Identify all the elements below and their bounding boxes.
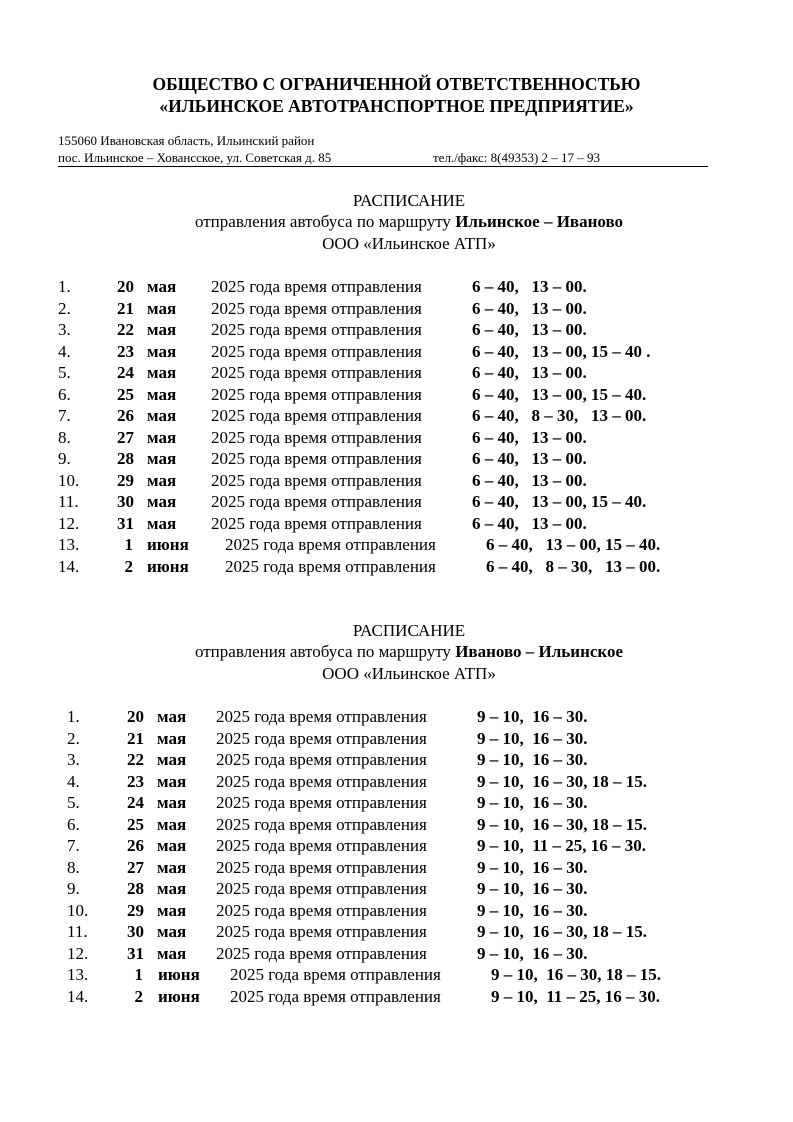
table-row: [0, 964, 793, 985]
table-row: [0, 556, 793, 577]
row-times: 9 – 10, 11 – 25, 16 – 30.: [477, 836, 647, 855]
table-row: [0, 728, 793, 749]
row-month: мая: [157, 728, 187, 748]
header-divider: [58, 166, 708, 167]
row-number: 9.: [58, 449, 71, 468]
schedule-1-route-prefix: отправления автобуса по маршруту: [194, 212, 456, 231]
row-month: мая: [157, 900, 187, 920]
table-row: [0, 298, 793, 319]
row-number: 13.: [67, 965, 89, 984]
row-times: 6 – 40, 13 – 00.: [472, 298, 587, 318]
table-row: [0, 771, 793, 792]
row-times: 6 – 40, 13 – 00.: [472, 363, 587, 382]
row-number: 10.: [58, 470, 80, 490]
row-text: 2025 года время отправления: [230, 986, 441, 1006]
row-day: 1: [124, 535, 133, 554]
row-number: 7.: [58, 406, 71, 425]
phone-fax: тел./факс: 8(49353) 2 – 17 – 93: [433, 150, 601, 165]
row-day: 29: [127, 900, 144, 920]
row-day: 27: [127, 857, 144, 877]
table-row: [0, 878, 793, 899]
row-day: 22: [117, 320, 134, 339]
row-number: 5.: [58, 363, 71, 382]
org-name-line-2: «ИЛЬИНСКОЕ АВТОТРАНСПОРТНОЕ ПРЕДПРИЯТИЕ»: [159, 96, 634, 116]
row-text: 2025 года время отправления: [225, 535, 436, 554]
row-day: 26: [117, 406, 134, 425]
row-month: мая: [147, 277, 177, 296]
schedule-1-route: [0, 211, 793, 233]
row-number: 14.: [67, 986, 89, 1006]
row-number: 7.: [67, 836, 80, 855]
row-month: мая: [147, 513, 177, 533]
row-month: июня: [147, 556, 189, 576]
row-times: 9 – 10, 11 – 25, 16 – 30.: [491, 986, 661, 1006]
row-text: 2025 года время отправления: [216, 707, 427, 726]
row-number: 9.: [67, 879, 80, 898]
table-row: [0, 491, 793, 512]
table-row: [0, 792, 793, 813]
row-day: 31: [127, 943, 144, 963]
org-name-line-1: ОБЩЕСТВО С ОГРАНИЧЕННОЙ ОТВЕТСТВЕННОСТЬЮ: [152, 74, 641, 94]
row-text: 2025 года время отправления: [211, 427, 422, 447]
row-month: мая: [147, 384, 177, 404]
row-times: 6 – 40, 13 – 00.: [472, 427, 587, 447]
row-text: 2025 года время отправления: [216, 879, 427, 898]
table-row: [0, 857, 793, 878]
row-number: 13.: [58, 535, 80, 554]
table-row: [0, 814, 793, 835]
table-row: [0, 427, 793, 448]
row-number: 11.: [67, 922, 88, 941]
row-times: 6 – 40, 13 – 00.: [472, 320, 587, 339]
row-times: 6 – 40, 13 – 00, 15 – 40.: [472, 384, 647, 404]
row-times: 6 – 40, 13 – 00.: [472, 470, 587, 490]
address-line-2: пос. Ильинское – Ховансское, ул. Советская д. 85: [58, 150, 332, 165]
table-row: [0, 470, 793, 491]
row-times: 9 – 10, 16 – 30.: [477, 793, 588, 812]
row-month: мая: [147, 427, 177, 447]
row-number: 5.: [67, 793, 80, 812]
row-month: мая: [147, 363, 177, 382]
row-day: 21: [127, 728, 144, 748]
table-row: [0, 513, 793, 534]
row-day: 28: [127, 879, 144, 898]
table-row: [0, 341, 793, 362]
row-day: 22: [127, 750, 144, 769]
table-row: [0, 835, 793, 856]
row-day: 24: [117, 363, 134, 382]
row-day: 20: [127, 707, 144, 726]
row-text: 2025 года время отправления: [211, 320, 422, 339]
address-line-1: 155060 Ивановская область, Ильинский район: [58, 133, 315, 148]
row-number: 3.: [58, 320, 71, 339]
row-text: 2025 года время отправления: [211, 341, 422, 361]
row-month: июня: [147, 535, 189, 554]
row-text: 2025 года время отправления: [211, 363, 422, 382]
row-times: 6 – 40, 13 – 00.: [472, 513, 587, 533]
row-number: 11.: [58, 492, 79, 511]
row-text: 2025 года время отправления: [211, 277, 422, 296]
row-times: 9 – 10, 16 – 30.: [477, 879, 588, 898]
row-month: июня: [158, 965, 200, 984]
row-times: 9 – 10, 16 – 30.: [477, 900, 588, 920]
row-text: 2025 года время отправления: [216, 814, 427, 834]
table-row: [0, 362, 793, 383]
row-number: 10.: [67, 900, 89, 920]
row-day: 24: [127, 793, 144, 812]
row-text: 2025 года время отправления: [211, 298, 422, 318]
row-month: мая: [157, 857, 187, 877]
row-month: июня: [158, 986, 200, 1006]
schedule-2-company: ООО «Ильинское АТП»: [322, 664, 496, 683]
row-month: мая: [147, 406, 177, 425]
row-day: 29: [117, 470, 134, 490]
row-text: 2025 года время отправления: [216, 922, 427, 941]
row-number: 8.: [67, 857, 80, 877]
row-number: 6.: [58, 384, 71, 404]
row-day: 20: [117, 277, 134, 296]
row-day: 25: [127, 814, 144, 834]
schedule-1-company: ООО «Ильинское АТП»: [322, 234, 496, 253]
table-row: [0, 276, 793, 297]
row-times: 9 – 10, 16 – 30.: [477, 728, 588, 748]
row-month: мая: [157, 943, 187, 963]
row-day: 31: [117, 513, 134, 533]
row-number: 4.: [67, 771, 80, 791]
row-number: 4.: [58, 341, 71, 361]
table-row: [0, 749, 793, 770]
row-month: мая: [147, 470, 177, 490]
row-number: 1.: [58, 277, 71, 296]
row-text: 2025 года время отправления: [211, 513, 422, 533]
row-number: 3.: [67, 750, 80, 769]
row-text: 2025 года время отправления: [216, 793, 427, 812]
schedule-2-title: РАСПИСАНИЕ: [352, 621, 466, 640]
row-text: 2025 года время отправления: [216, 728, 427, 748]
row-day: 26: [127, 836, 144, 855]
row-times: 6 – 40, 13 – 00.: [472, 277, 587, 296]
row-number: 8.: [58, 427, 71, 447]
row-day: 2: [124, 556, 133, 576]
row-times: 6 – 40, 13 – 00, 15 – 40.: [486, 535, 661, 554]
row-times: 6 – 40, 8 – 30, 13 – 00.: [486, 556, 661, 576]
row-number: 1.: [67, 707, 80, 726]
row-day: 30: [117, 492, 134, 511]
row-text: 2025 года время отправления: [211, 492, 422, 511]
row-times: 9 – 10, 16 – 30, 18 – 15.: [477, 814, 647, 834]
row-text: 2025 года время отправления: [211, 384, 422, 404]
row-month: мая: [157, 814, 187, 834]
schedule-2-route-prefix: отправления автобуса по маршруту: [194, 642, 456, 661]
schedule-2-route: [0, 641, 793, 663]
row-day: 2: [134, 986, 143, 1006]
row-number: 14.: [58, 556, 80, 576]
row-text: 2025 года время отправления: [216, 900, 427, 920]
row-number: 12.: [58, 513, 80, 533]
row-day: 1: [134, 965, 143, 984]
row-number: 12.: [67, 943, 89, 963]
row-month: мая: [157, 922, 187, 941]
row-times: 9 – 10, 16 – 30.: [477, 943, 588, 963]
row-day: 21: [117, 298, 134, 318]
row-number: 2.: [67, 728, 80, 748]
row-text: 2025 года время отправления: [216, 771, 427, 791]
table-row: [0, 921, 793, 942]
row-times: 6 – 40, 13 – 00.: [472, 449, 587, 468]
row-times: 6 – 40, 13 – 00, 15 – 40 .: [472, 341, 651, 361]
row-month: мая: [157, 750, 187, 769]
row-text: 2025 года время отправления: [211, 470, 422, 490]
row-number: 2.: [58, 298, 71, 318]
row-number: 6.: [67, 814, 80, 834]
row-text: 2025 года время отправления: [225, 556, 436, 576]
row-text: 2025 года время отправления: [230, 965, 441, 984]
row-text: 2025 года время отправления: [216, 943, 427, 963]
table-row: [0, 448, 793, 469]
row-month: мая: [157, 879, 187, 898]
row-day: 25: [117, 384, 134, 404]
row-month: мая: [147, 449, 177, 468]
row-day: 27: [117, 427, 134, 447]
table-row: [0, 986, 793, 1007]
row-month: мая: [157, 836, 187, 855]
row-times: 9 – 10, 16 – 30.: [477, 857, 588, 877]
schedule-2-route-name: Иваново – Ильинское: [455, 642, 624, 661]
row-month: мая: [147, 298, 177, 318]
table-row: [0, 534, 793, 555]
schedule-1-title: РАСПИСАНИЕ: [352, 191, 466, 210]
row-day: 23: [117, 341, 134, 361]
row-month: мая: [157, 771, 187, 791]
table-row: [0, 943, 793, 964]
row-times: 9 – 10, 16 – 30, 18 – 15.: [491, 965, 661, 984]
row-times: 9 – 10, 16 – 30, 18 – 15.: [477, 922, 647, 941]
table-row: [0, 706, 793, 727]
table-row: [0, 405, 793, 426]
row-day: 23: [127, 771, 144, 791]
row-text: 2025 года время отправления: [216, 836, 427, 855]
row-text: 2025 года время отправления: [216, 750, 427, 769]
row-day: 28: [117, 449, 134, 468]
table-row: [0, 384, 793, 405]
row-times: 9 – 10, 16 – 30, 18 – 15.: [477, 771, 647, 791]
row-month: мая: [147, 320, 177, 339]
row-times: 6 – 40, 8 – 30, 13 – 00.: [472, 406, 647, 425]
row-month: мая: [157, 793, 187, 812]
row-text: 2025 года время отправления: [216, 857, 427, 877]
row-month: мая: [157, 707, 187, 726]
row-text: 2025 года время отправления: [211, 406, 422, 425]
row-month: мая: [147, 341, 177, 361]
row-text: 2025 года время отправления: [211, 449, 422, 468]
table-row: [0, 319, 793, 340]
row-times: 9 – 10, 16 – 30.: [477, 707, 588, 726]
schedule-1-route-name: Ильинское – Иваново: [455, 212, 624, 231]
row-month: мая: [147, 492, 177, 511]
row-day: 30: [127, 922, 144, 941]
row-times: 9 – 10, 16 – 30.: [477, 750, 588, 769]
table-row: [0, 900, 793, 921]
row-times: 6 – 40, 13 – 00, 15 – 40.: [472, 492, 647, 511]
